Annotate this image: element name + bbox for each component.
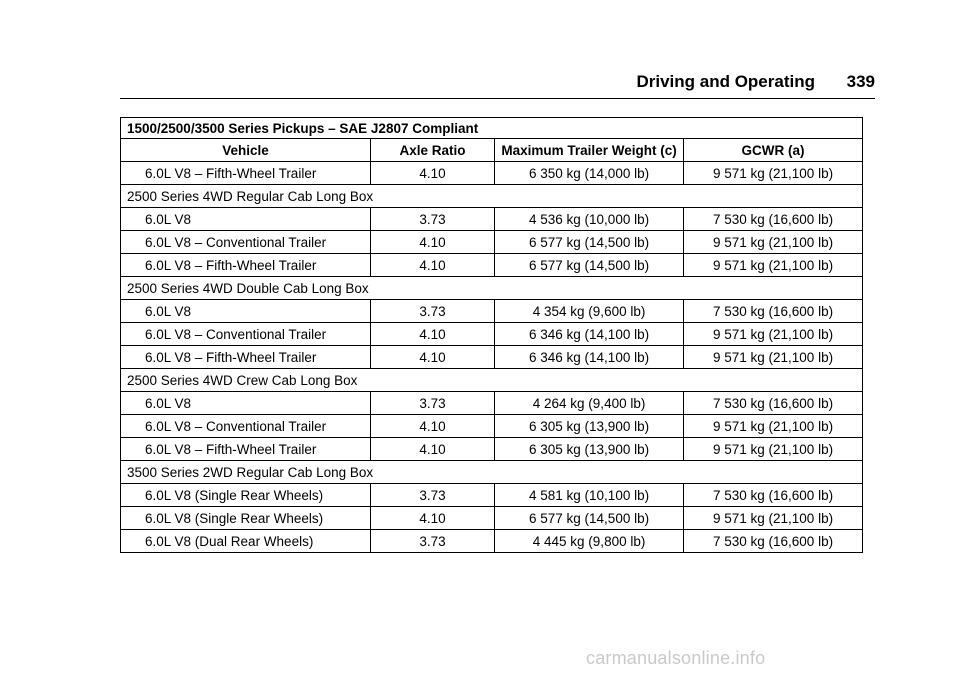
table-row [121, 323, 863, 346]
gcwr-cell: 9 571 kg (21,100 lb) [684, 231, 863, 254]
column-header-gcwr: GCWR (a) [684, 139, 863, 162]
max-trailer-weight-cell: 4 581 kg (10,100 lb) [495, 484, 684, 507]
max-trailer-weight-cell: 6 350 kg (14,000 lb) [495, 162, 684, 185]
table-row [121, 507, 863, 530]
vehicle-cell: 6.0L V8 (Dual Rear Wheels) [121, 530, 371, 553]
max-trailer-weight-cell: 6 346 kg (14,100 lb) [495, 323, 684, 346]
table-row [121, 254, 863, 277]
vehicle-cell: 6.0L V8 [121, 300, 371, 323]
page-number: 339 [846, 72, 875, 91]
table-group-row [121, 277, 863, 300]
vehicle-cell: 6.0L V8 – Fifth-Wheel Trailer [121, 162, 371, 185]
gcwr-cell: 9 571 kg (21,100 lb) [684, 438, 863, 461]
axle-ratio-cell: 4.10 [371, 507, 495, 530]
header-divider [120, 98, 875, 99]
table-group-row [121, 185, 863, 208]
table-row [121, 438, 863, 461]
axle-ratio-cell: 3.73 [371, 484, 495, 507]
table-row [121, 484, 863, 507]
gcwr-cell: 9 571 kg (21,100 lb) [684, 346, 863, 369]
max-trailer-weight-cell: 6 577 kg (14,500 lb) [495, 507, 684, 530]
axle-ratio-cell: 4.10 [371, 438, 495, 461]
gcwr-cell: 9 571 kg (21,100 lb) [684, 162, 863, 185]
table-row [121, 208, 863, 231]
vehicle-cell: 6.0L V8 – Fifth-Wheel Trailer [121, 346, 371, 369]
trailering-spec-table [120, 117, 863, 553]
axle-ratio-cell: 3.73 [371, 392, 495, 415]
table-row [121, 300, 863, 323]
axle-ratio-cell: 4.10 [371, 254, 495, 277]
group-label: 3500 Series 2WD Regular Cab Long Box [121, 461, 863, 484]
axle-ratio-cell: 3.73 [371, 530, 495, 553]
vehicle-cell: 6.0L V8 [121, 208, 371, 231]
max-trailer-weight-cell: 4 536 kg (10,000 lb) [495, 208, 684, 231]
group-label: 2500 Series 4WD Regular Cab Long Box [121, 185, 863, 208]
gcwr-cell: 9 571 kg (21,100 lb) [684, 415, 863, 438]
table-row [121, 231, 863, 254]
watermark: carmanualsonline.info [586, 648, 766, 668]
max-trailer-weight-cell: 4 264 kg (9,400 lb) [495, 392, 684, 415]
axle-ratio-cell: 4.10 [371, 162, 495, 185]
table-row [121, 392, 863, 415]
max-trailer-weight-cell: 6 305 kg (13,900 lb) [495, 438, 684, 461]
max-trailer-weight-cell: 4 445 kg (9,800 lb) [495, 530, 684, 553]
section-title: Driving and Operating [636, 72, 815, 91]
column-header-max-trailer-weight: Maximum Trailer Weight (c) [495, 139, 684, 162]
column-header-axle-ratio: Axle Ratio [371, 139, 495, 162]
vehicle-cell: 6.0L V8 – Fifth-Wheel Trailer [121, 438, 371, 461]
vehicle-cell: 6.0L V8 (Single Rear Wheels) [121, 507, 371, 530]
axle-ratio-cell: 3.73 [371, 208, 495, 231]
gcwr-cell: 7 530 kg (16,600 lb) [684, 300, 863, 323]
gcwr-cell: 7 530 kg (16,600 lb) [684, 484, 863, 507]
vehicle-cell: 6.0L V8 – Fifth-Wheel Trailer [121, 254, 371, 277]
vehicle-cell: 6.0L V8 – Conventional Trailer [121, 415, 371, 438]
table-title-row [121, 118, 863, 139]
max-trailer-weight-cell: 6 577 kg (14,500 lb) [495, 254, 684, 277]
max-trailer-weight-cell: 6 577 kg (14,500 lb) [495, 231, 684, 254]
max-trailer-weight-cell: 6 305 kg (13,900 lb) [495, 415, 684, 438]
page-header [120, 72, 875, 96]
gcwr-cell: 9 571 kg (21,100 lb) [684, 323, 863, 346]
gcwr-cell: 7 530 kg (16,600 lb) [684, 208, 863, 231]
vehicle-cell: 6.0L V8 [121, 392, 371, 415]
table-group-row [121, 369, 863, 392]
max-trailer-weight-cell: 4 354 kg (9,600 lb) [495, 300, 684, 323]
table-group-row [121, 461, 863, 484]
table-body [121, 162, 863, 553]
table-row [121, 530, 863, 553]
vehicle-cell: 6.0L V8 (Single Rear Wheels) [121, 484, 371, 507]
table-title: 1500/2500/3500 Series Pickups – SAE J2807 Compliant [121, 118, 863, 139]
gcwr-cell: 9 571 kg (21,100 lb) [684, 254, 863, 277]
table-row [121, 346, 863, 369]
axle-ratio-cell: 4.10 [371, 415, 495, 438]
axle-ratio-cell: 4.10 [371, 323, 495, 346]
table-header-row [121, 139, 863, 162]
table-row [121, 162, 863, 185]
axle-ratio-cell: 4.10 [371, 346, 495, 369]
group-label: 2500 Series 4WD Crew Cab Long Box [121, 369, 863, 392]
max-trailer-weight-cell: 6 346 kg (14,100 lb) [495, 346, 684, 369]
axle-ratio-cell: 3.73 [371, 300, 495, 323]
gcwr-cell: 7 530 kg (16,600 lb) [684, 392, 863, 415]
table-row [121, 415, 863, 438]
gcwr-cell: 9 571 kg (21,100 lb) [684, 507, 863, 530]
vehicle-cell: 6.0L V8 – Conventional Trailer [121, 323, 371, 346]
vehicle-cell: 6.0L V8 – Conventional Trailer [121, 231, 371, 254]
group-label: 2500 Series 4WD Double Cab Long Box [121, 277, 863, 300]
gcwr-cell: 7 530 kg (16,600 lb) [684, 530, 863, 553]
column-header-vehicle: Vehicle [121, 139, 371, 162]
axle-ratio-cell: 4.10 [371, 231, 495, 254]
